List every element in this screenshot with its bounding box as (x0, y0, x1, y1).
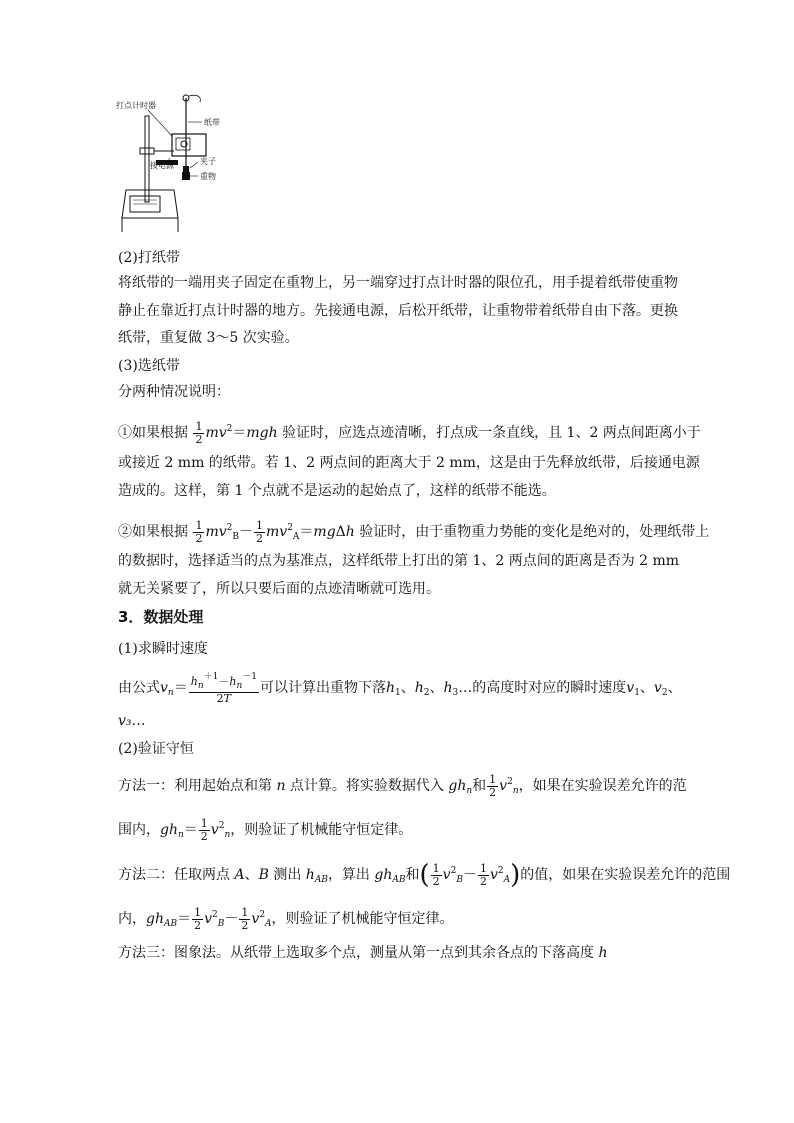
method3-line: 方法三：图象法。从纸带上选取多个点，测量从第一点到其余各点的下落高度 h (118, 945, 608, 961)
label-power: 接电源 (150, 161, 174, 170)
formula-half: $\frac{1}{2}$ (195, 419, 203, 446)
apparatus-figure (116, 92, 286, 232)
case2-line: 就无关紧要了，所以只要后面的点迹清晰就可选用。 (118, 581, 440, 597)
method1-line: 方法一：利用起始点和第 n 点计算。将实验数据代入 $gh_n$和 $\frac{1}{2}$ $v^2_n$，如果在实验误差允许的范 (118, 772, 687, 799)
tape-paragraph-line: 将纸带的一端用夹子固定在重物上，另一端穿过打点计时器的限位孔，用手提着纸带使重物 (118, 275, 678, 291)
method2-line: 方法二：任取两点 A、B 测出 $h_{AB}$，算出 $gh_{AB}$和( $\frac{1}{2}$ $v^2_B-$ $\frac{1}{2}$ $v^2_A$)的值，如果在实验误差允许的范围 (118, 860, 731, 890)
stand-rod (145, 116, 149, 202)
label-weight: 重物 (200, 172, 216, 181)
case2-line: ②如果根据 $\frac{1}{2}$ $mv^2_B-$ $\frac{1}{2}$ $mv^2_A=mg\Delta h$ 验证时，由于重物重力势能的变化是绝对的，处理纸带上 (118, 518, 710, 545)
label-timer: 打点计时器 (116, 101, 156, 110)
method1-line: 围内，$gh_n=$ $\frac{1}{2}$ $v^2_n$，则验证了机械能守恒定律。 (118, 816, 413, 843)
tape-paragraph-line: 纸带，重复做 3～5 次实验。 (118, 330, 299, 346)
case1-line: 造成的。这样，第 1 个点就不是运动的起始点了，这样的纸带不能选。 (118, 483, 556, 499)
data-sub1-heading: (1)求瞬时速度 (118, 641, 208, 657)
case1-line: ①如果根据 $\frac{1}{2}$ $mv^2=mgh$ 验证时，应选点迹清晰，打点成一条直线，且 1、2 两点间距离小于 (118, 419, 701, 446)
method2-line: 内，$gh_{AB}=$ $\frac{1}{2}$ $v^2_B-$ $\frac{1}{2}$ $v^2_A$，则验证了机械能守恒定律。 (118, 905, 454, 932)
section-tape-heading: (2)打纸带 (118, 250, 180, 266)
weight (182, 172, 190, 180)
select-intro: 分两种情况说明： (118, 384, 230, 400)
clip (183, 166, 189, 172)
tape-paragraph-line: 静止在靠近打点计时器的地方。先接通电源，后松开纸带，让重物带着纸带自由下落。更换 (118, 303, 678, 319)
section-select-heading: (3)选纸带 (118, 358, 180, 374)
label-clip: 夹子 (200, 157, 216, 166)
section-data-heading: 3．数据处理 (118, 608, 204, 626)
label-tape: 纸带 (204, 118, 220, 127)
case2-line: 的数据时，选择适当的点为基准点，这样纸带上打出的第 1、2 两点间的距离是否为 2 mm (118, 553, 680, 569)
velocity-formula-line: 由公式$v_n=$ $\frac{h_n^{+1}-h_n^{-1}}{2T}$ 可以计算出重物下落$h_1$、$h_2$、$h_3\dots$的高度时对应的瞬时速度$v_1$、$v_2$、 (118, 672, 682, 705)
case1-line: 或接近 2 mm 的纸带。若 1、2 两点间的距离大于 2 mm，这是由于先释放纸带，后接通电源 (118, 455, 700, 471)
velocity-v3: v₃… (118, 713, 146, 729)
data-sub2-heading: (2)验证守恒 (118, 741, 194, 757)
timer-body (172, 134, 206, 156)
